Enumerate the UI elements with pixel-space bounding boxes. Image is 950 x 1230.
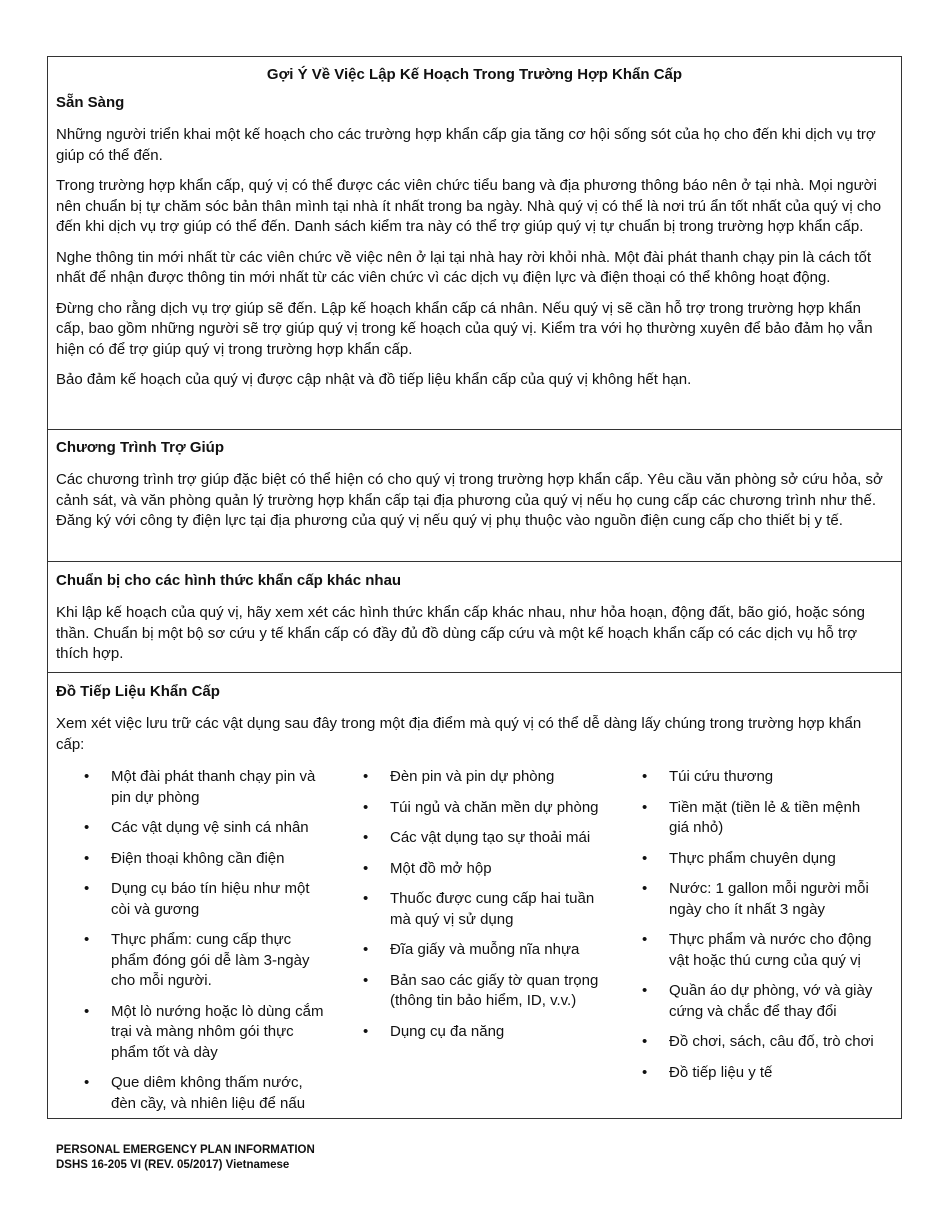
section-san-sang xyxy=(48,67,901,430)
section-chuan-bi xyxy=(48,562,901,673)
list-item: • Thực phẩm chuyên dụng xyxy=(642,849,883,870)
list-item: • Quần áo dự phòng, vớ và giày cứng và chắc để thay đổi xyxy=(642,981,883,1022)
list-item: • Thuốc được cung cấp hai tuần mà quý vị sử dụng xyxy=(363,889,604,930)
paragraph: Xem xét việc lưu trữ các vật dụng sau đây trong một địa điểm mà quý vị có thể dễ dàng lấy chúng trong trường hợp khẩn cấp: xyxy=(56,715,862,753)
list-item: • Dụng cụ báo tín hiệu như một còi và gương xyxy=(84,879,325,920)
paragraph: Trong trường hợp khẩn cấp, quý vị có thể được các viên chức tiểu bang và địa phương thông báo nên ở tại nhà. Mọi người nên chuẩn bị tự chăm sóc bản thân mình tại nhà ít nhất trong ba ngày. Nhà quý vị có thể là nơi trú ẩn tốt nhất của quý vị cho đến khi dịch vụ trợ giúp có thể đến. Danh sách kiểm tra này có thể trợ giúp quý vị tự chuẩn bị trong trường hợp khẩn cấp. xyxy=(56,177,882,235)
section-chuong-trinh-tro-giup xyxy=(48,430,901,562)
list-item: • Các vật dụng vệ sinh cá nhân xyxy=(84,818,325,839)
paragraph: Đừng cho rằng dịch vụ trợ giúp sẽ đến. Lập kế hoạch khẩn cấp cá nhân. Nếu quý vị sẽ cần hỗ trợ trong trường hợp khẩn cấp, bao gồm những người sẽ trợ giúp quý vị trong kế hoạch của quý vị. Kiểm tra với họ thường xuyên để bảo đảm họ vẫn hiện có để trợ giúp quý vị trong trường hợp khẩn cấp. xyxy=(56,299,873,358)
paragraph: Những người triển khai một kế hoạch cho các trường hợp khẩn cấp gia tăng cơ hội sống sót của họ cho đến khi dịch vụ trợ giúp có thể đến. xyxy=(56,126,876,164)
list-item: • Túi ngủ và chăn mền dự phòng xyxy=(363,798,604,819)
list-item: • Đồ chơi, sách, câu đố, trò chơi xyxy=(642,1032,883,1053)
list-item: • Túi cứu thương xyxy=(642,767,883,788)
supply-columns xyxy=(56,767,893,1124)
supply-list xyxy=(84,767,325,1114)
section-do-tiep-lieu xyxy=(48,673,901,1124)
list-item: • Một đài phát thanh chạy pin và pin dự phòng xyxy=(84,767,325,808)
list-item: • Một đồ mở hộp xyxy=(363,859,604,880)
page-title: Gợi Ý Về Việc Lập Kế Hoạch Trong Trường Hợp Khẩn Cấp xyxy=(266,66,683,83)
paragraph: Nghe thông tin mới nhất từ các viên chức về việc nên ở lại tại nhà hay rời khỏi nhà. Một đài phát thanh chạy pin là cách tốt nhất để nhận được thông tin mới nhất từ các viên chức vì các dịch vụ điện lực và điện thoại có thể không hoạt động. xyxy=(56,248,872,286)
footer-form-number: DSHS 16-205 VI (REV. 05/2017) Vietnamese xyxy=(56,1159,290,1171)
list-item: • Tiền mặt (tiền lẻ & tiền mệnh giá nhỏ) xyxy=(642,798,883,839)
list-item: • Que diêm không thấm nước, đèn cầy, và nhiên liệu để nấu xyxy=(84,1073,325,1114)
list-item: • Dụng cụ đa năng xyxy=(363,1022,604,1043)
list-item: • Thực phẩm: cung cấp thực phẩm đóng gói dễ làm 3-ngày cho mỗi người. xyxy=(84,930,325,992)
section-heading: Chương Trình Trợ Giúp xyxy=(56,439,225,456)
form-footer xyxy=(56,1143,315,1173)
supply-list xyxy=(642,767,883,1083)
list-item: • Đồ tiếp liệu y tế xyxy=(642,1063,883,1084)
section-heading: Chuẩn bị cho các hình thức khẩn cấp khác nhau xyxy=(56,572,402,589)
list-item: • Nước: 1 gallon mỗi người mỗi ngày cho ít nhất 3 ngày xyxy=(642,879,883,920)
list-item: • Thực phẩm và nước cho động vật hoặc thú cưng của quý vị xyxy=(642,930,883,971)
document-frame xyxy=(47,56,902,1119)
list-item: • Đĩa giấy và muỗng nĩa nhựa xyxy=(363,940,604,961)
paragraph: Các chương trình trợ giúp đặc biệt có thể hiện có cho quý vị trong trường hợp khẩn cấp. Yêu cầu văn phòng sở cứu hỏa, sở cảnh sát, và văn phòng quản lý trường hợp khẩn cấp tại địa phương của quý vị nếu họ cung cấp các chương trình như thế. Đăng ký với công ty điện lực tại địa phương của quý vị nếu quý vị phụ thuộc vào nguồn điện cung cấp cho thiết bị y tế. xyxy=(56,471,883,529)
section-heading: Sẵn Sàng xyxy=(56,94,125,111)
supply-column-1 xyxy=(56,767,335,1124)
list-item: • Các vật dụng tạo sự thoải mái xyxy=(363,828,604,849)
paragraph: Bảo đảm kế hoạch của quý vị được cập nhật và đồ tiếp liệu khẩn cấp của quý vị không hết hạn. xyxy=(56,371,692,388)
supply-list xyxy=(363,767,604,1042)
supply-column-3 xyxy=(614,767,893,1124)
supply-column-2 xyxy=(335,767,614,1124)
footer-form-title: PERSONAL EMERGENCY PLAN INFORMATION xyxy=(56,1144,315,1156)
section-heading: Đồ Tiếp Liệu Khẩn Cấp xyxy=(56,683,220,700)
paragraph: Khi lập kế hoạch của quý vị, hãy xem xét các hình thức khẩn cấp khác nhau, như hỏa hoạn, động đất, bão gió, hoặc sóng thần. Chuẩn bị một bộ sơ cứu y tế khẩn cấp có đầy đủ đồ dùng cấp cứu và một kế hoạch khẩn cấp có các dịch vụ hỗ trợ thích hợp. xyxy=(56,604,865,662)
list-item: • Một lò nướng hoặc lò dùng cắm trại và màng nhôm gói thực phẩm tốt và dày xyxy=(84,1002,325,1064)
list-item: • Điện thoại không cần điện xyxy=(84,849,325,870)
list-item: • Bản sao các giấy tờ quan trọng (thông tin bảo hiểm, ID, v.v.) xyxy=(363,971,604,1012)
list-item: • Đèn pin và pin dự phòng xyxy=(363,767,604,788)
